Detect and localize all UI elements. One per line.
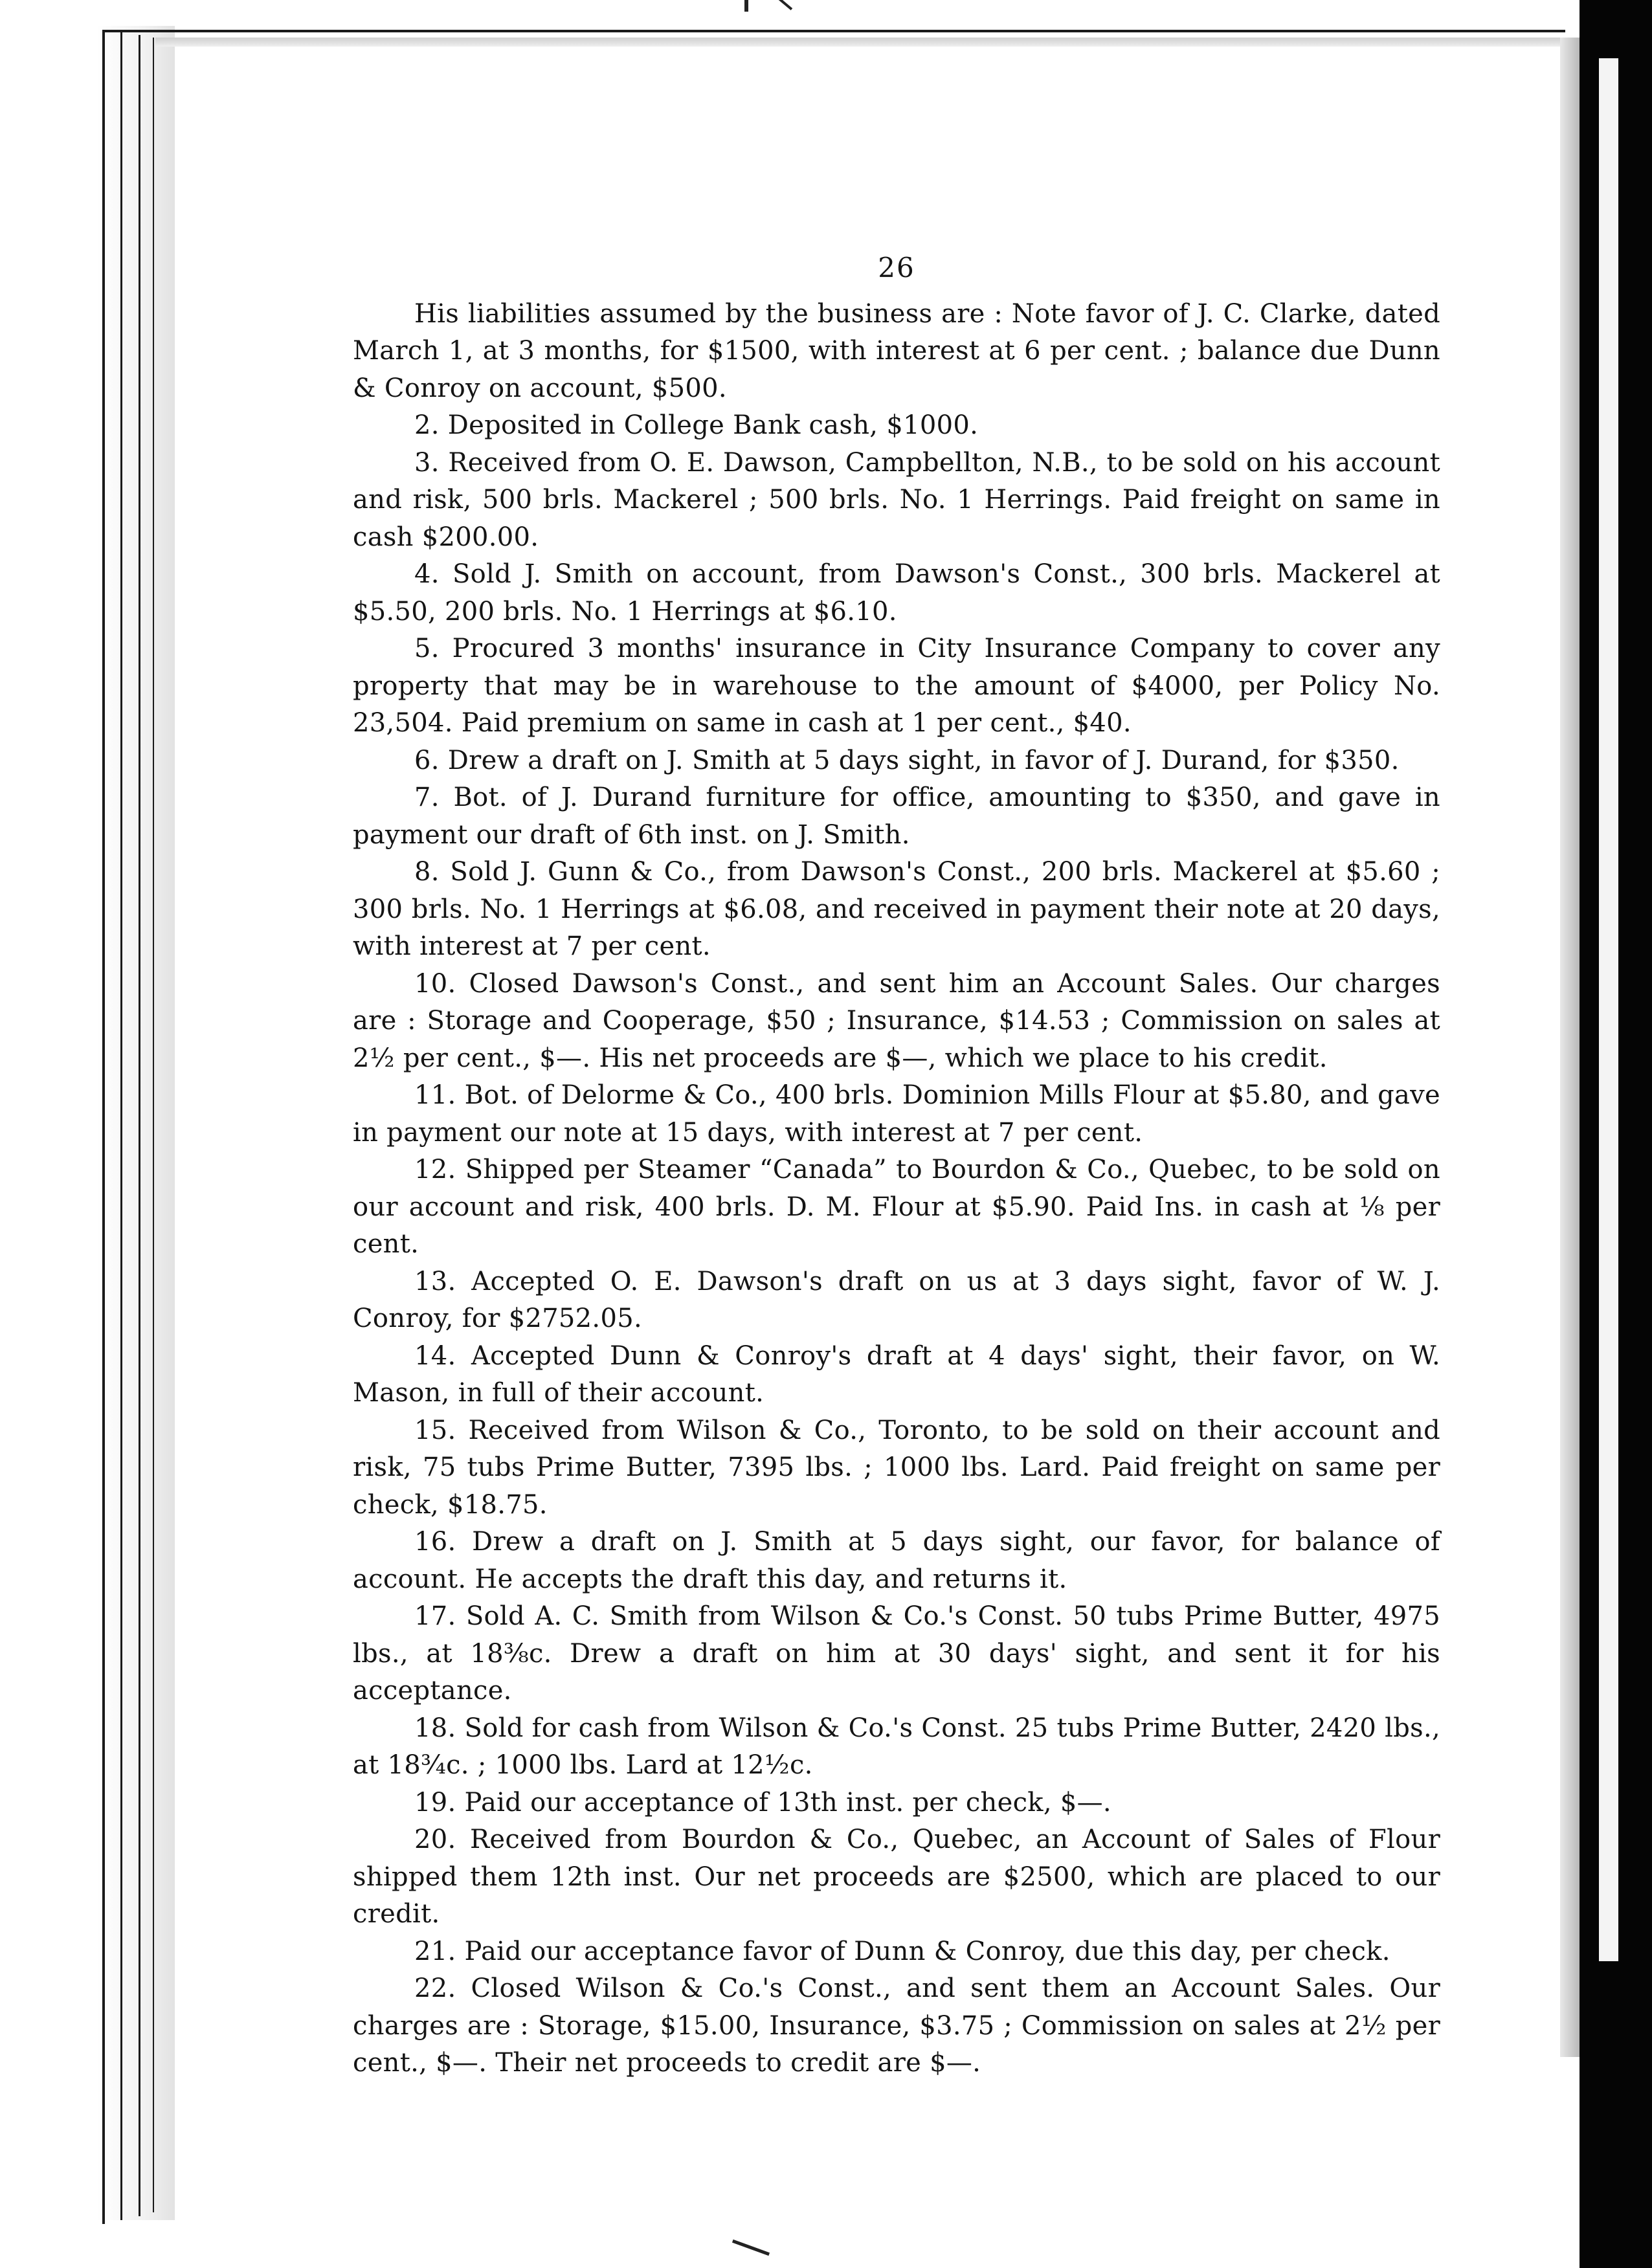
scan-mark (744, 0, 748, 12)
entry-paragraph: 13. Accepted O. E. Dawson's draft on us at 3 days sight, favor of W. J. Conroy, for $2752.05. (353, 1266, 1440, 1333)
entry-paragraph: 22. Closed Wilson & Co.'s Const., and sent them an Account Sales. Our charges are : Storage, $15.00, Insurance, $3.75 ; Commission on sales at 2½ per cent., $—. Their net proceeds to credit are $—. (353, 1973, 1440, 2078)
scan-mark (732, 2240, 770, 2256)
entry-paragraph: 12. Shipped per Steamer “Canada” to Bourdon & Co., Quebec, to be sold on our account and risk, 400 brls. D. M. Flour at $5.90. Paid Ins. in cash at ⅛ per cent. (353, 1155, 1440, 1259)
page-number: 26 (878, 252, 915, 284)
page-stack-line (120, 32, 122, 2220)
entry-paragraph: 16. Drew a draft on J. Smith at 5 days sight, our favor, for balance of account. He accepts the draft this day, and returns it. (353, 1527, 1440, 1594)
page-stack-shading (97, 26, 175, 2220)
entry-paragraph: 8. Sold J. Gunn & Co., from Dawson's Const., 200 brls. Mackerel at $5.60 ; 300 brls. No. 1 Herrings at $6.08, and received in payment their note at 20 days, with interest at 7 per cent. (353, 857, 1440, 961)
entry-paragraph: 2. Deposited in College Bank cash, $1000. (414, 410, 979, 440)
entry-paragraph: 17. Sold A. C. Smith from Wilson & Co.'s Const. 50 tubs Prime Butter, 4975 lbs., at 18⅜c. Drew a draft on him at 30 days' sight, and sent it for his acceptance. (353, 1601, 1440, 1706)
entry-paragraph: 7. Bot. of J. Durand furniture for office, amounting to $350, and gave in payment our draft of 6th inst. on J. Smith. (353, 783, 1440, 850)
entry-paragraph: 5. Procured 3 months' insurance in City Insurance Company to cover any property that may be in warehouse to the amount of $4000, per Policy No. 23,504. Paid premium on same in cash at 1 per cent., $40. (353, 634, 1440, 738)
entry-paragraph: 15. Received from Wilson & Co., Toronto, to be sold on their account and risk, 75 tubs Prime Butter, 7395 lbs. ; 1000 lbs. Lard. Paid freight on same per check, $18.75. (353, 1415, 1440, 1520)
entry-paragraph: 20. Received from Bourdon & Co., Quebec, an Account of Sales of Flour shipped them 12th inst. Our net proceeds are $2500, which are placed to our credit. (353, 1825, 1440, 1929)
page-top-edge (155, 38, 1560, 47)
entry-paragraph: 21. Paid our acceptance favor of Dunn & Conroy, due this day, per check. (414, 1936, 1390, 1966)
entry-paragraph: 4. Sold J. Smith on account, from Dawson's Const., 300 brls. Mackerel at $5.50, 200 brls. No. 1 Herrings at $6.10. (353, 559, 1440, 627)
entry-paragraph: His liabilities assumed by the business are : Note favor of J. C. Clarke, dated March 1, at 3 months, for $1500, with interest at 6 per cent. ; balance due Dunn & Conroy on account, $500. (353, 298, 1440, 403)
adjacent-page-sliver (1599, 58, 1618, 1961)
page-right-edge (1560, 38, 1579, 2057)
page-stack-line (102, 30, 1565, 32)
entry-paragraph: 14. Accepted Dunn & Conroy's draft at 4 days' sight, their favor, on W. Mason, in full of their account. (353, 1340, 1440, 1408)
entry-paragraph: 11. Bot. of Delorme & Co., 400 brls. Dominion Mills Flour at $5.80, and gave in payment our note at 15 days, with interest at 7 per cent. (353, 1080, 1440, 1148)
page-stack-line (102, 30, 105, 2224)
entry-paragraph: 10. Closed Dawson's Const., and sent him an Account Sales. Our charges are : Storage and Cooperage, $50 ; Insurance, $14.53 ; Commission on sales at 2½ per cent., $—. His net proceeds are $—, which we place to his credit. (353, 968, 1440, 1073)
page-stack-line (139, 35, 140, 2216)
entry-paragraph: 6. Drew a draft on J. Smith at 5 days sight, in favor of J. Durand, for $350. (414, 745, 1400, 775)
entry-paragraph: 19. Paid our acceptance of 13th inst. per check, $—. (414, 1787, 1111, 1818)
entry-paragraph: 18. Sold for cash from Wilson & Co.'s Const. 25 tubs Prime Butter, 2420 lbs., at 18¾c. ; 1000 lbs. Lard at 12½c. (353, 1713, 1440, 1780)
scan-mark (778, 0, 792, 10)
page-stack-line (153, 38, 154, 2212)
entry-paragraph: 3. Received from O. E. Dawson, Campbellton, N.B., to be sold on his account and risk, 500 brls. Mackerel ; 500 brls. No. 1 Herrings. Paid freight on same in cash $200.00. (353, 447, 1440, 552)
book-page (353, 249, 1440, 2082)
